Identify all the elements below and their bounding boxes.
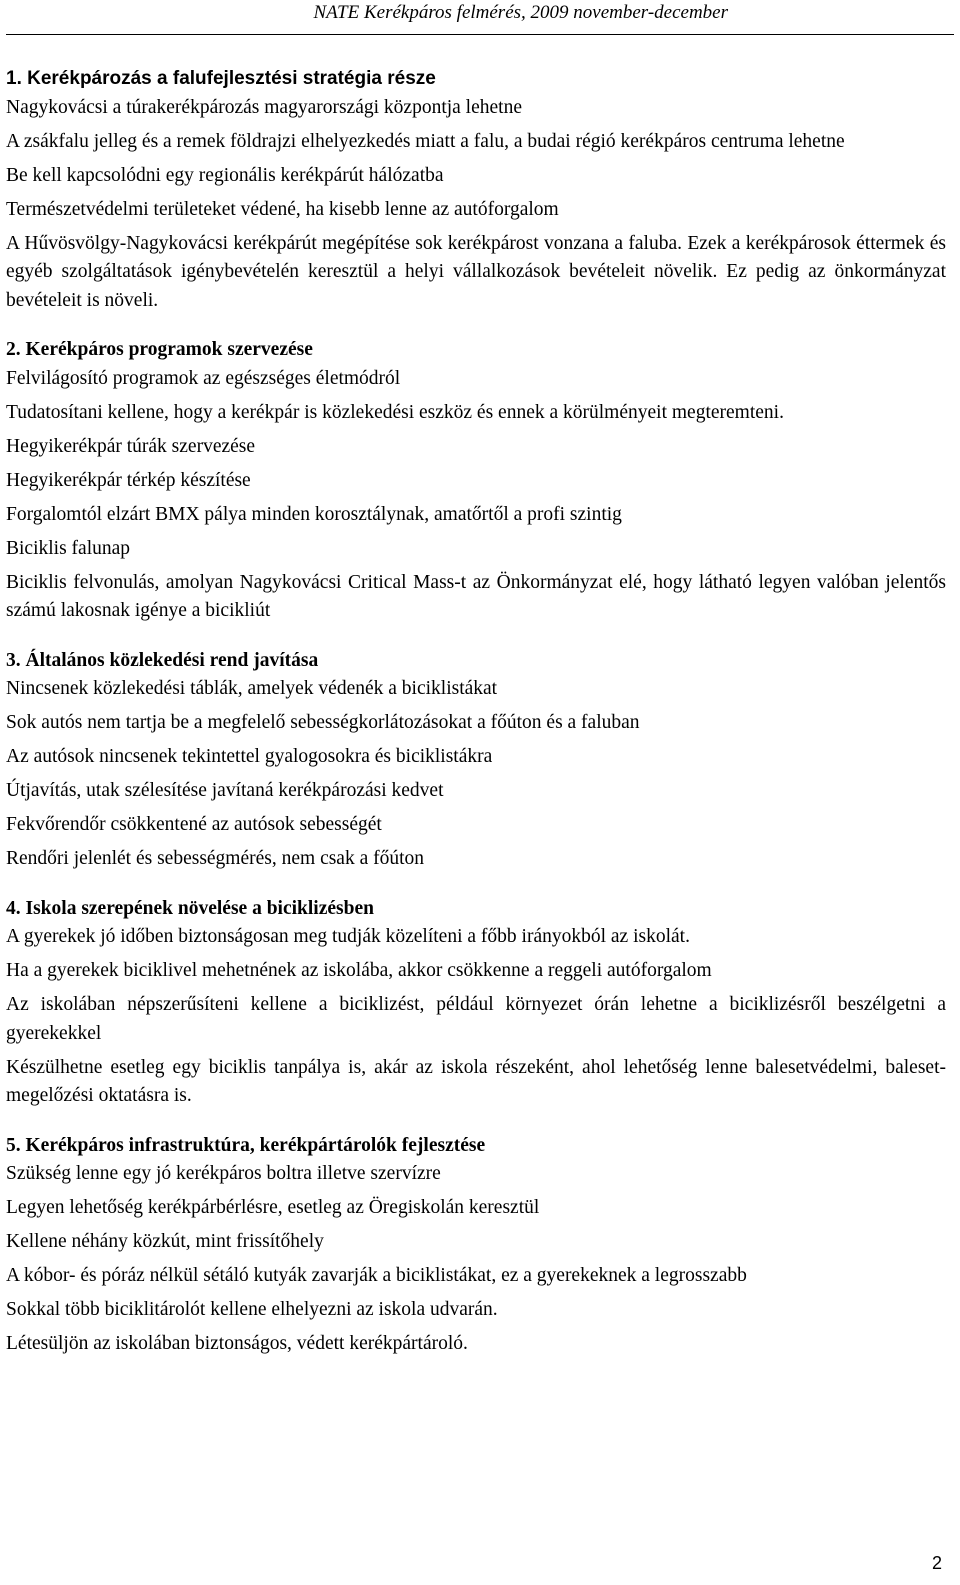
- list-item: Hegyikerékpár térkép készítése: [6, 469, 251, 491]
- list-item: Készülhetne esetleg egy biciklis tanpálya is, akár az iskola részeként, ahol lehetőség lenne balesetvédelmi, baleset-megelőzési oktatásra is.: [6, 1056, 946, 1106]
- document-body: [6, 65, 946, 1380]
- list-item: Létesüljön az iskolában biztonságos, védett kerékpártároló.: [6, 1333, 468, 1354]
- list-item: Szükség lenne egy jó kerékpáros boltra illetve szervízre: [6, 1163, 441, 1184]
- list-item: Forgalomtól elzárt BMX pálya minden korosztálynak, amatőrtől a profi szintig: [6, 503, 622, 525]
- section-heading: 2. Kerékpáros programok szervezése: [6, 339, 313, 360]
- list-item: Fekvőrendőr csökkentené az autósok sebességét: [6, 814, 382, 835]
- list-item: Kellene néhány közkút, mint frissítőhely: [6, 1231, 324, 1252]
- list-item: Be kell kapcsolódni egy regionális kerékpárút hálózatba: [6, 164, 444, 186]
- list-item: Ha a gyerekek biciklivel mehetnének az iskolába, akkor csökkenne a reggeli autóforgalom: [6, 960, 712, 981]
- list-item: Az autósok nincsenek tekintettel gyalogosokra és biciklistákra: [6, 746, 493, 767]
- header-divider: [6, 34, 954, 35]
- list-item: Természetvédelmi területeket védené, ha kisebb lenne az autóforgalom: [6, 198, 559, 220]
- list-item: Biciklis falunap: [6, 537, 131, 559]
- section-heading: 1. Kerékpározás a falufejlesztési stratégia része: [6, 68, 436, 89]
- list-item: A Hűvösvölgy-Nagykovácsi kerékpárút megépítése sok kerékpárost vonzana a faluba. Ezek a kerékpárosok éttermek és egyéb szolgáltatások igénybevételén keresztül a helyi vállalkozások bevételeit növelik. Ez pedig az önkormányzat bevételeit is növeli.: [6, 232, 946, 311]
- list-item: Sok autós nem tartja be a megfelelő sebességkorlátozásokat a főúton és a faluban: [6, 712, 640, 733]
- section-4: [6, 895, 946, 1111]
- list-item: A kóbor- és póráz nélkül sétáló kutyák zavarják a biciklistákat, ez a gyerekeknek a legrosszabb: [6, 1265, 747, 1286]
- section-2: [6, 336, 946, 626]
- list-item: Nagykovácsi a túrakerékpározás magyarországi központja lehetne: [6, 96, 522, 118]
- section-heading: 5. Kerékpáros infrastruktúra, kerékpártárolók fejlesztése: [6, 1134, 486, 1156]
- list-item: Biciklis felvonulás, amolyan Nagykovácsi Critical Mass-t az Önkormányzat elé, hogy látható legyen valóban jelentős számú lakosnak igénye a bicikliút: [6, 571, 946, 621]
- list-item: Az iskolában népszerűsíteni kellene a biciklizést, például környezet órán lehetne a biciklizésről beszélgetni a gyerekekkel: [6, 994, 946, 1044]
- list-item: A gyerekek jó időben biztonságosan meg tudják közelíteni a főbb irányokból az iskolát.: [6, 926, 690, 947]
- list-item: Hegyikerékpár túrák szervezése: [6, 435, 256, 457]
- list-item: Tudatosítani kellene, hogy a kerékpár is közlekedési eszköz és ennek a körülményeit megteremteni.: [6, 401, 784, 423]
- list-item: Sokkal több biciklitárolót kellene elhelyezni az iskola udvarán.: [6, 1299, 498, 1320]
- list-item: Felvilágosító programok az egészséges életmódról: [6, 367, 401, 389]
- list-item: Útjavítás, utak szélesítése javítaná kerékpározási kedvet: [6, 780, 444, 801]
- list-item: A zsákfalu jelleg és a remek földrajzi elhelyezkedés miatt a falu, a budai régió kerékpáros centruma lehetne: [6, 130, 845, 152]
- section-3: [6, 647, 946, 874]
- list-item: Legyen lehetőség kerékpárbérlésre, esetleg az Öregiskolán keresztül: [6, 1197, 540, 1218]
- section-1: [6, 65, 946, 315]
- list-item: Nincsenek közlekedési táblák, amelyek védenék a biciklistákat: [6, 678, 498, 699]
- section-heading: 4. Iskola szerepének növelése a biciklizésben: [6, 897, 374, 919]
- running-header: NATE Kerékpáros felmérés, 2009 november-december: [313, 2, 728, 23]
- section-5: [6, 1132, 946, 1359]
- section-heading: 3. Általános közlekedési rend javítása: [6, 649, 319, 671]
- list-item: Rendőri jelenlét és sebességmérés, nem csak a főúton: [6, 848, 425, 869]
- page-number: 2: [931, 1553, 942, 1573]
